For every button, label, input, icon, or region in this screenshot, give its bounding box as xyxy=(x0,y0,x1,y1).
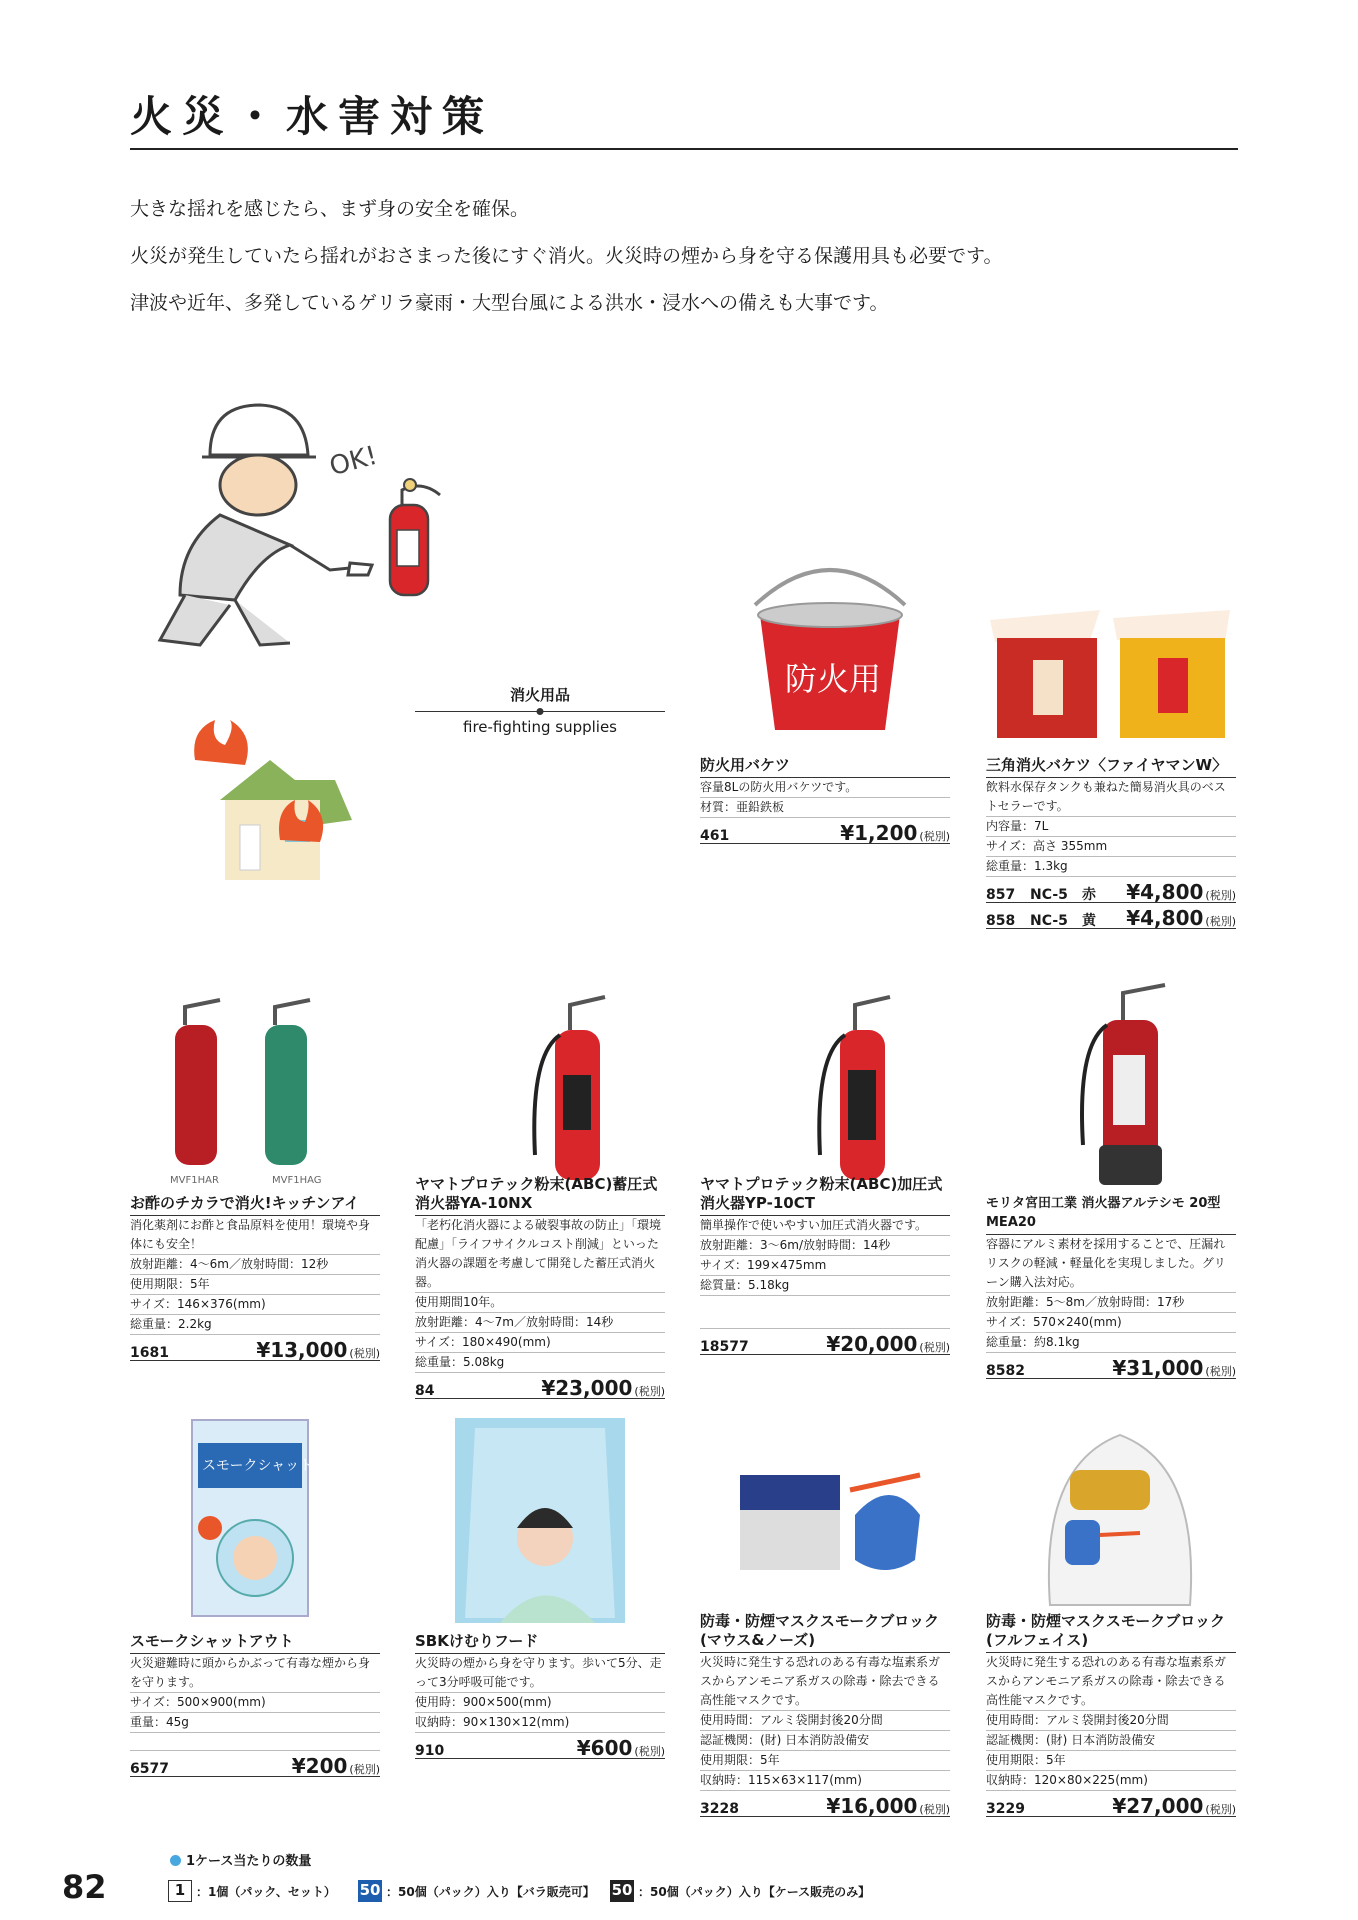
price-row xyxy=(700,1791,950,1817)
product-card xyxy=(700,1612,950,1817)
product-name: 防毒・防煙マスクスモークブロック(フルフェイス) xyxy=(986,1612,1236,1653)
product-card xyxy=(986,1194,1236,1379)
triangle-bucket-image xyxy=(985,600,1235,740)
title-rule xyxy=(130,148,1238,150)
product-spec: 総重量：2.2kg xyxy=(130,1315,380,1335)
tax-label: (税別) xyxy=(349,1763,380,1776)
product-code: 1681 xyxy=(130,1345,169,1361)
product-model: NC-5 xyxy=(1030,913,1068,929)
product-color: 黄 xyxy=(1082,913,1096,929)
product-spec: サイズ：570×240(mm) xyxy=(986,1313,1236,1333)
product-price: ¥27,000 xyxy=(1112,1794,1204,1818)
product-desc: 火災時の煙から身を守ります。歩いて5分、走って3分呼吸可能です。 xyxy=(415,1654,665,1693)
mea20-image xyxy=(1075,975,1185,1190)
smoke-hood-image xyxy=(455,1418,625,1623)
product-spec: 収納時：120×80×225(mm) xyxy=(986,1771,1236,1791)
product-code: 84 xyxy=(415,1383,435,1399)
product-spec: サイズ：高さ 355mm xyxy=(986,837,1236,857)
product-card xyxy=(130,1194,380,1361)
product-price: ¥31,000 xyxy=(1112,1356,1204,1380)
tax-label: (税別) xyxy=(919,1341,950,1354)
legend-text: ：50個（パック）入り【バラ販売可】 xyxy=(386,1884,595,1899)
product-name: 防火用バケツ xyxy=(700,756,950,778)
product-spec: 使用時：900×500(mm) xyxy=(415,1693,665,1713)
legend-item xyxy=(168,1880,336,1902)
product-card xyxy=(415,1175,665,1399)
worker-illustration xyxy=(140,395,470,665)
product-spec: サイズ：146×376(mm) xyxy=(130,1295,380,1315)
product-price: ¥4,800 xyxy=(1126,906,1204,930)
legend-item xyxy=(610,1880,870,1902)
product-spec: 認証機関：(財) 日本消防設備安 xyxy=(986,1731,1236,1751)
case-quantity-label: 1ケース当たりの数量 xyxy=(186,1854,312,1869)
product-price: ¥1,200 xyxy=(840,821,918,845)
product-name: SBKけむりフード xyxy=(415,1632,665,1654)
quantity-box-icon: 50 xyxy=(610,1880,634,1902)
product-spec: サイズ：500×900(mm) xyxy=(130,1693,380,1713)
product-code: 910 xyxy=(415,1743,445,1759)
product-desc: 火災時に発生する恐れのある有毒な塩素系ガスからアンモニア系ガスの除毒・除去できる高性能マスクです。 xyxy=(700,1653,950,1711)
price-row xyxy=(986,877,1236,903)
tax-label: (税別) xyxy=(1205,915,1236,928)
product-name: 三角消火バケツ〈ファイヤマンW〉 xyxy=(986,756,1236,778)
price-row xyxy=(415,1733,665,1759)
product-name: お酢のチカラで消火!キッチンアイ xyxy=(130,1194,380,1216)
product-desc: 「老朽化消火器による破裂事故の防止」「環境配慮」「ライフサイクルコスト削減」といった消火器の課題を考慮して開発した蓄圧式消火器。 xyxy=(415,1216,665,1293)
product-spec: 総重量：1.3kg xyxy=(986,857,1236,877)
product-spec: 総重量：約8.1kg xyxy=(986,1333,1236,1353)
bucket-label-text: 防火用 xyxy=(785,660,882,698)
product-code: 857 xyxy=(986,887,1016,903)
product-code: 858 xyxy=(986,913,1016,929)
product-spec: 使用期間10年。 xyxy=(415,1293,665,1313)
intro-text xyxy=(130,186,1238,327)
product-card xyxy=(130,1632,380,1777)
product-spec: 放射距離：4～6m／放射時間：12秒 xyxy=(130,1255,380,1275)
product-desc: 火災時に発生する恐れのある有毒な塩素系ガスからアンモニア系ガスの除毒・除去できる高性能マスクです。 xyxy=(986,1653,1236,1711)
product-spec: 総重量：5.08kg xyxy=(415,1353,665,1373)
page-title: 火災・水害対策 xyxy=(130,92,495,141)
tax-label: (税別) xyxy=(919,830,950,843)
price-row xyxy=(700,1329,950,1355)
product-model: NC-5 xyxy=(1030,887,1068,903)
smoke-shutout-image xyxy=(190,1418,355,1618)
product-spec: 放射距離：4～7m／放射時間：14秒 xyxy=(415,1313,665,1333)
product-spec: 使用期限：5年 xyxy=(130,1275,380,1295)
product-spec: 使用時間：アルミ袋開封後20分間 xyxy=(986,1711,1236,1731)
product-name: スモークシャットアウト xyxy=(130,1632,380,1654)
yp10ct-image xyxy=(810,985,910,1185)
bullet-icon xyxy=(170,1855,181,1866)
product-code: 18577 xyxy=(700,1339,749,1355)
ya10nx-image xyxy=(525,985,625,1185)
price-row xyxy=(130,1335,380,1361)
product-spec: 内容量：7L xyxy=(986,817,1236,837)
product-code: 3228 xyxy=(700,1801,739,1817)
product-spec: 重量：45g xyxy=(130,1713,380,1733)
full-face-mask-image xyxy=(1040,1425,1200,1610)
bucket-image xyxy=(745,555,915,745)
product-code: 8582 xyxy=(986,1363,1025,1379)
intro-line: 火災が発生していたら揺れがおさまった後にすぐ消火。火災時の煙から身を守る保護用具も必要です。 xyxy=(130,245,1003,267)
tax-label: (税別) xyxy=(349,1347,380,1360)
intro-line: 津波や近年、多発しているゲリラ豪雨・大型台風による洪水・浸水への備えも大事です。 xyxy=(130,292,889,314)
price-row xyxy=(700,818,950,844)
product-card xyxy=(986,1612,1236,1817)
tax-label: (税別) xyxy=(1205,1803,1236,1816)
price-row xyxy=(986,1353,1236,1379)
product-desc: 消化薬剤にお酢と食品原料を使用！環境や身体にも安全！ xyxy=(130,1216,380,1255)
product-spec: 収納時：90×130×12(mm) xyxy=(415,1713,665,1733)
product-spec: 材質：亜鉛鉄板 xyxy=(700,798,950,818)
price-row xyxy=(130,1751,380,1777)
product-spec: 収納時：115×63×117(mm) xyxy=(700,1771,950,1791)
price-row xyxy=(986,903,1236,929)
spec-spacer xyxy=(130,1733,380,1751)
product-price: ¥200 xyxy=(291,1754,348,1778)
product-spec: 放射距離：5～8m／放射時間：17秒 xyxy=(986,1293,1236,1313)
section-label xyxy=(415,684,665,736)
price-row xyxy=(415,1373,665,1399)
case-quantity-note xyxy=(170,1850,311,1869)
mouth-nose-mask-image xyxy=(735,1455,925,1585)
product-name: ヤマトプロテック粉末(ABC)蓄圧式消火器YA-10NX xyxy=(415,1175,665,1216)
product-price: ¥16,000 xyxy=(826,1794,918,1818)
quantity-box-icon: 1 xyxy=(168,1880,192,1902)
product-spec: 認証機関：(財) 日本消防設備安 xyxy=(700,1731,950,1751)
product-spec: 使用期限：5年 xyxy=(986,1751,1236,1771)
product-card xyxy=(986,756,1236,929)
package-label-text: スモークシャットアウト xyxy=(202,1458,355,1474)
product-card xyxy=(700,756,950,844)
tax-label: (税別) xyxy=(634,1745,665,1758)
product-desc: 容器にアルミ素材を採用することで、圧漏れリスクの軽減・軽量化を実現しました。グリーン購入法対応。 xyxy=(986,1235,1236,1293)
tax-label: (税別) xyxy=(1205,1365,1236,1378)
product-name: モリタ宮田工業 消火器アルテシモ 20型 MEA20 xyxy=(986,1194,1236,1235)
legend-item xyxy=(358,1880,595,1902)
product-card xyxy=(700,1175,950,1355)
price-row xyxy=(986,1791,1236,1817)
section-label-jp: 消火用品 xyxy=(509,686,570,704)
house-fire-illustration xyxy=(180,720,360,890)
product-price: ¥23,000 xyxy=(541,1376,633,1400)
product-price: ¥20,000 xyxy=(826,1332,918,1356)
product-name: ヤマトプロテック粉末(ABC)加圧式消火器YP-10CT xyxy=(700,1175,950,1216)
product-price: ¥600 xyxy=(576,1736,633,1760)
model-label: MVF1HAG xyxy=(272,1175,322,1186)
product-spec: サイズ：199×475mm xyxy=(700,1256,950,1276)
legend-text: ：50個（パック）入り【ケース販売のみ】 xyxy=(638,1884,871,1899)
product-spec: 放射距離：3～6m/放射時間：14秒 xyxy=(700,1236,950,1256)
tax-label: (税別) xyxy=(919,1803,950,1816)
page-number: 82 xyxy=(62,1868,107,1906)
product-desc: 飲料水保存タンクも兼ねた簡易消火具のベストセラーです。 xyxy=(986,778,1236,817)
product-card xyxy=(415,1632,665,1759)
product-code: 461 xyxy=(700,828,730,844)
section-label-en: fire-fighting supplies xyxy=(463,718,617,736)
product-desc: 容量8Lの防火用バケツです。 xyxy=(700,778,950,798)
product-desc: 簡単操作で使いやすい加圧式消火器です。 xyxy=(700,1216,950,1236)
model-label: MVF1HAR xyxy=(170,1175,219,1186)
tax-label: (税別) xyxy=(634,1385,665,1398)
quantity-box-icon: 50 xyxy=(358,1880,382,1902)
product-price: ¥13,000 xyxy=(256,1338,348,1362)
tax-label: (税別) xyxy=(1205,889,1236,902)
kitchen-extinguisher-image xyxy=(160,985,360,1185)
intro-line: 大きな揺れを感じたら、まず身の安全を確保。 xyxy=(130,198,530,220)
product-name: 防毒・防煙マスクスモークブロック(マウス&ノーズ) xyxy=(700,1612,950,1653)
section-divider xyxy=(415,711,665,712)
product-spec: 使用時間：アルミ袋開封後20分間 xyxy=(700,1711,950,1731)
product-color: 赤 xyxy=(1082,887,1096,903)
spec-spacer xyxy=(700,1296,950,1329)
product-spec: 使用期限：5年 xyxy=(700,1751,950,1771)
product-spec: サイズ：180×490(mm) xyxy=(415,1333,665,1353)
product-code: 3229 xyxy=(986,1801,1025,1817)
product-spec: 総質量：5.18kg xyxy=(700,1276,950,1296)
product-desc: 火災避難時に頭からかぶって有毒な煙から身を守ります。 xyxy=(130,1654,380,1693)
legend-text: ：1個（パック、セット） xyxy=(196,1884,336,1899)
product-code: 6577 xyxy=(130,1761,169,1777)
product-price: ¥4,800 xyxy=(1126,880,1204,904)
ok-text: OK! xyxy=(326,440,381,483)
